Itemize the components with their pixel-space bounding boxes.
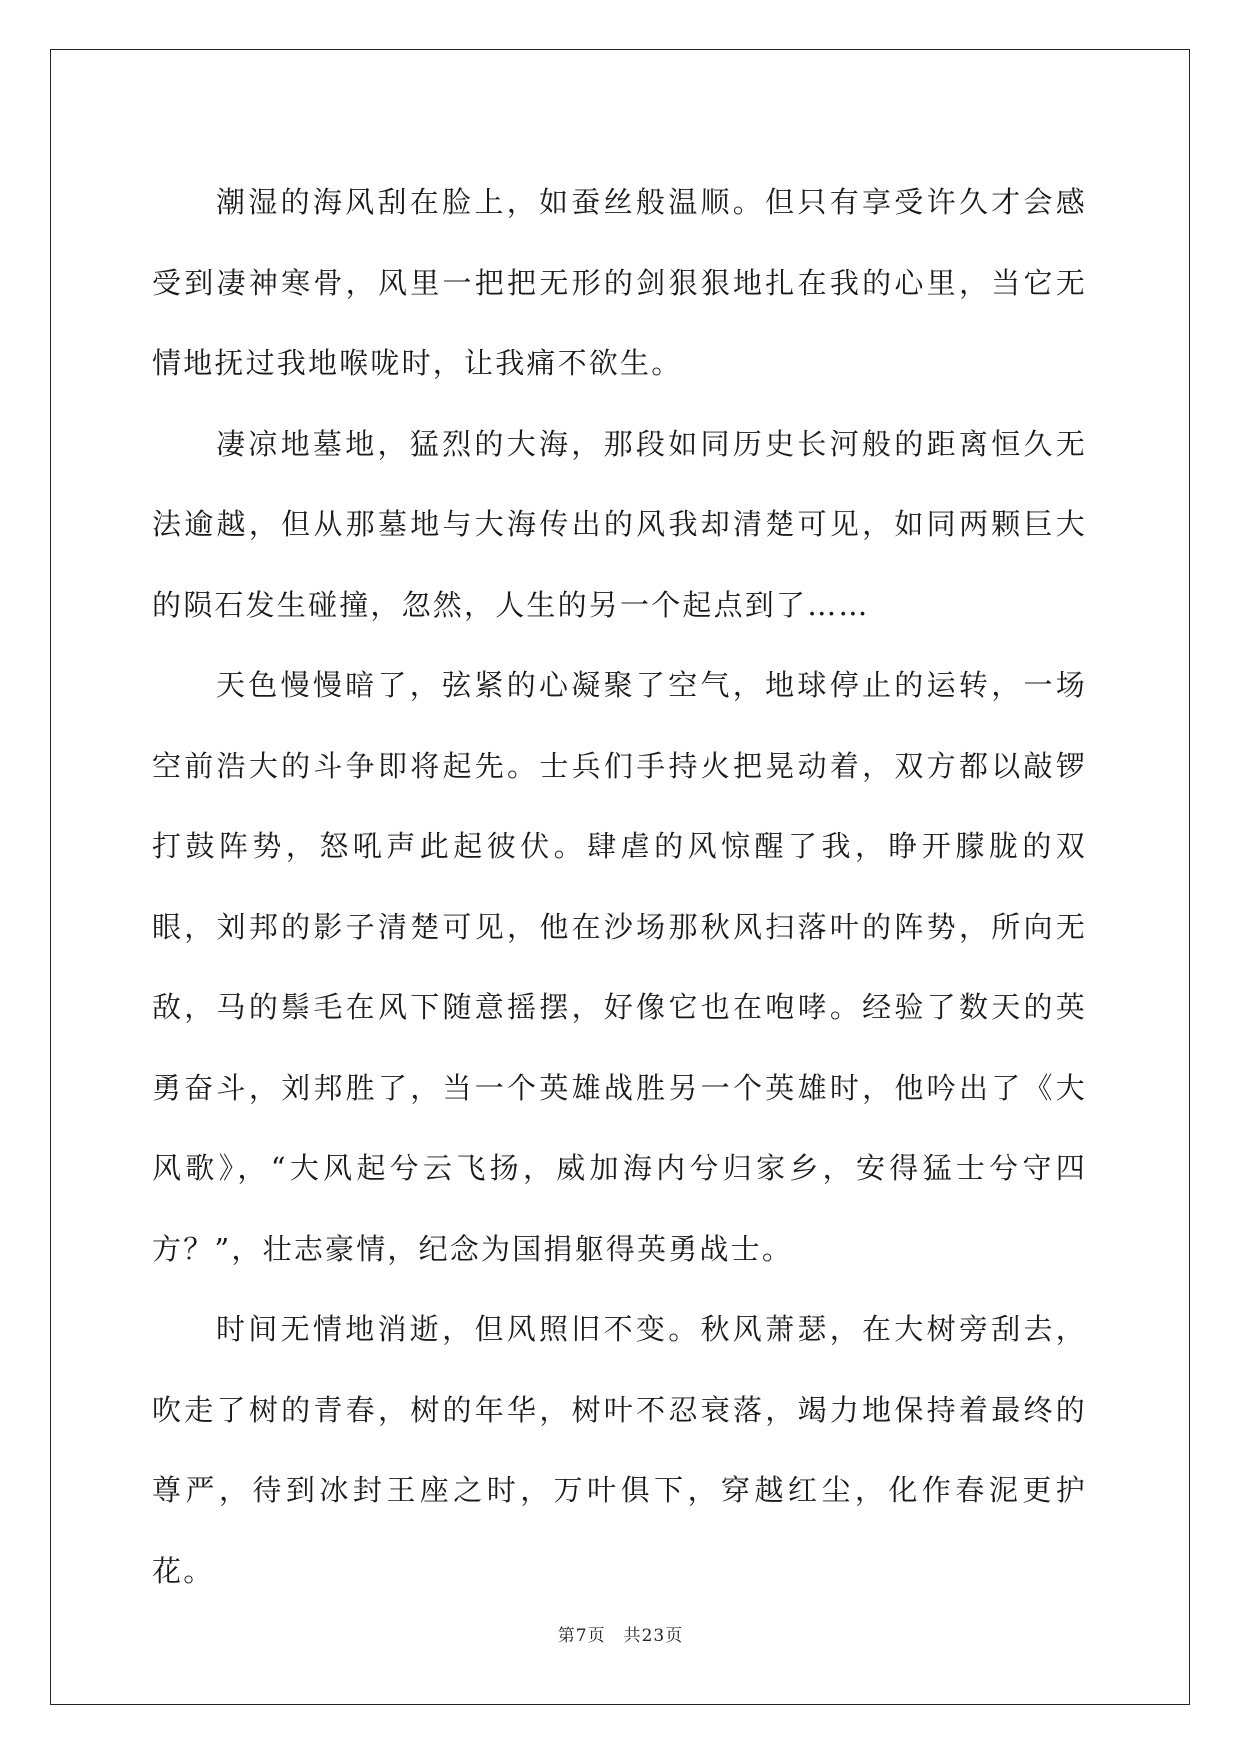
paragraph: 天色慢慢暗了，弦紧的心凝聚了空气，地球停止的运转，一场空前浩大的斗争即将起先。士兵们手持火把晃动着，双方都以敲锣打鼓阵势，怒吼声此起彼伏。肆虐的风惊醒了我，睁开朦胧的双眼，刘邦的影子清楚可见，他在沙场那秋风扫落叶的阵势，所向无敌，马的鬃毛在风下随意摇摆，好像它也在咆哮。经验了数天的英勇奋斗，刘邦胜了，当一个英雄战胜另一个英雄时，他吟出了《大风歌》，“大风起兮云飞扬，威加海内兮归家乡，安得猛士兮守四方？”，壮志豪情，纪念为国捐躯得英勇战士。 (152, 668, 1087, 1266)
paragraph: 凄凉地墓地，猛烈的大海，那段如同历史长河般的距离恒久无法逾越，但从那墓地与大海传出的风我却清楚可见，如同两颗巨大的陨石发生碰撞，忽然，人生的另一个起点到了…… (152, 426, 1087, 622)
paragraph: 时间无情地消逝，但风照旧不变。秋风萧瑟，在大树旁刮去，吹走了树的青春，树的年华，树叶不忍衰落，竭力地保持着最终的尊严，待到冰封王座之时，万叶俱下，穿越红尘，化作春泥更护花。 (152, 1312, 1087, 1588)
document-body (152, 162, 1087, 1611)
paragraph: 潮湿的海风刮在脸上，如蚕丝般温顺。但只有享受许久才会感受到凄神寒骨，风里一把把无形的剑狠狠地扎在我的心里，当它无情地抚过我地喉咙时，让我痛不欲生。 (152, 185, 1087, 380)
page-number-footer: 第7页 共23页 (557, 1626, 684, 1646)
